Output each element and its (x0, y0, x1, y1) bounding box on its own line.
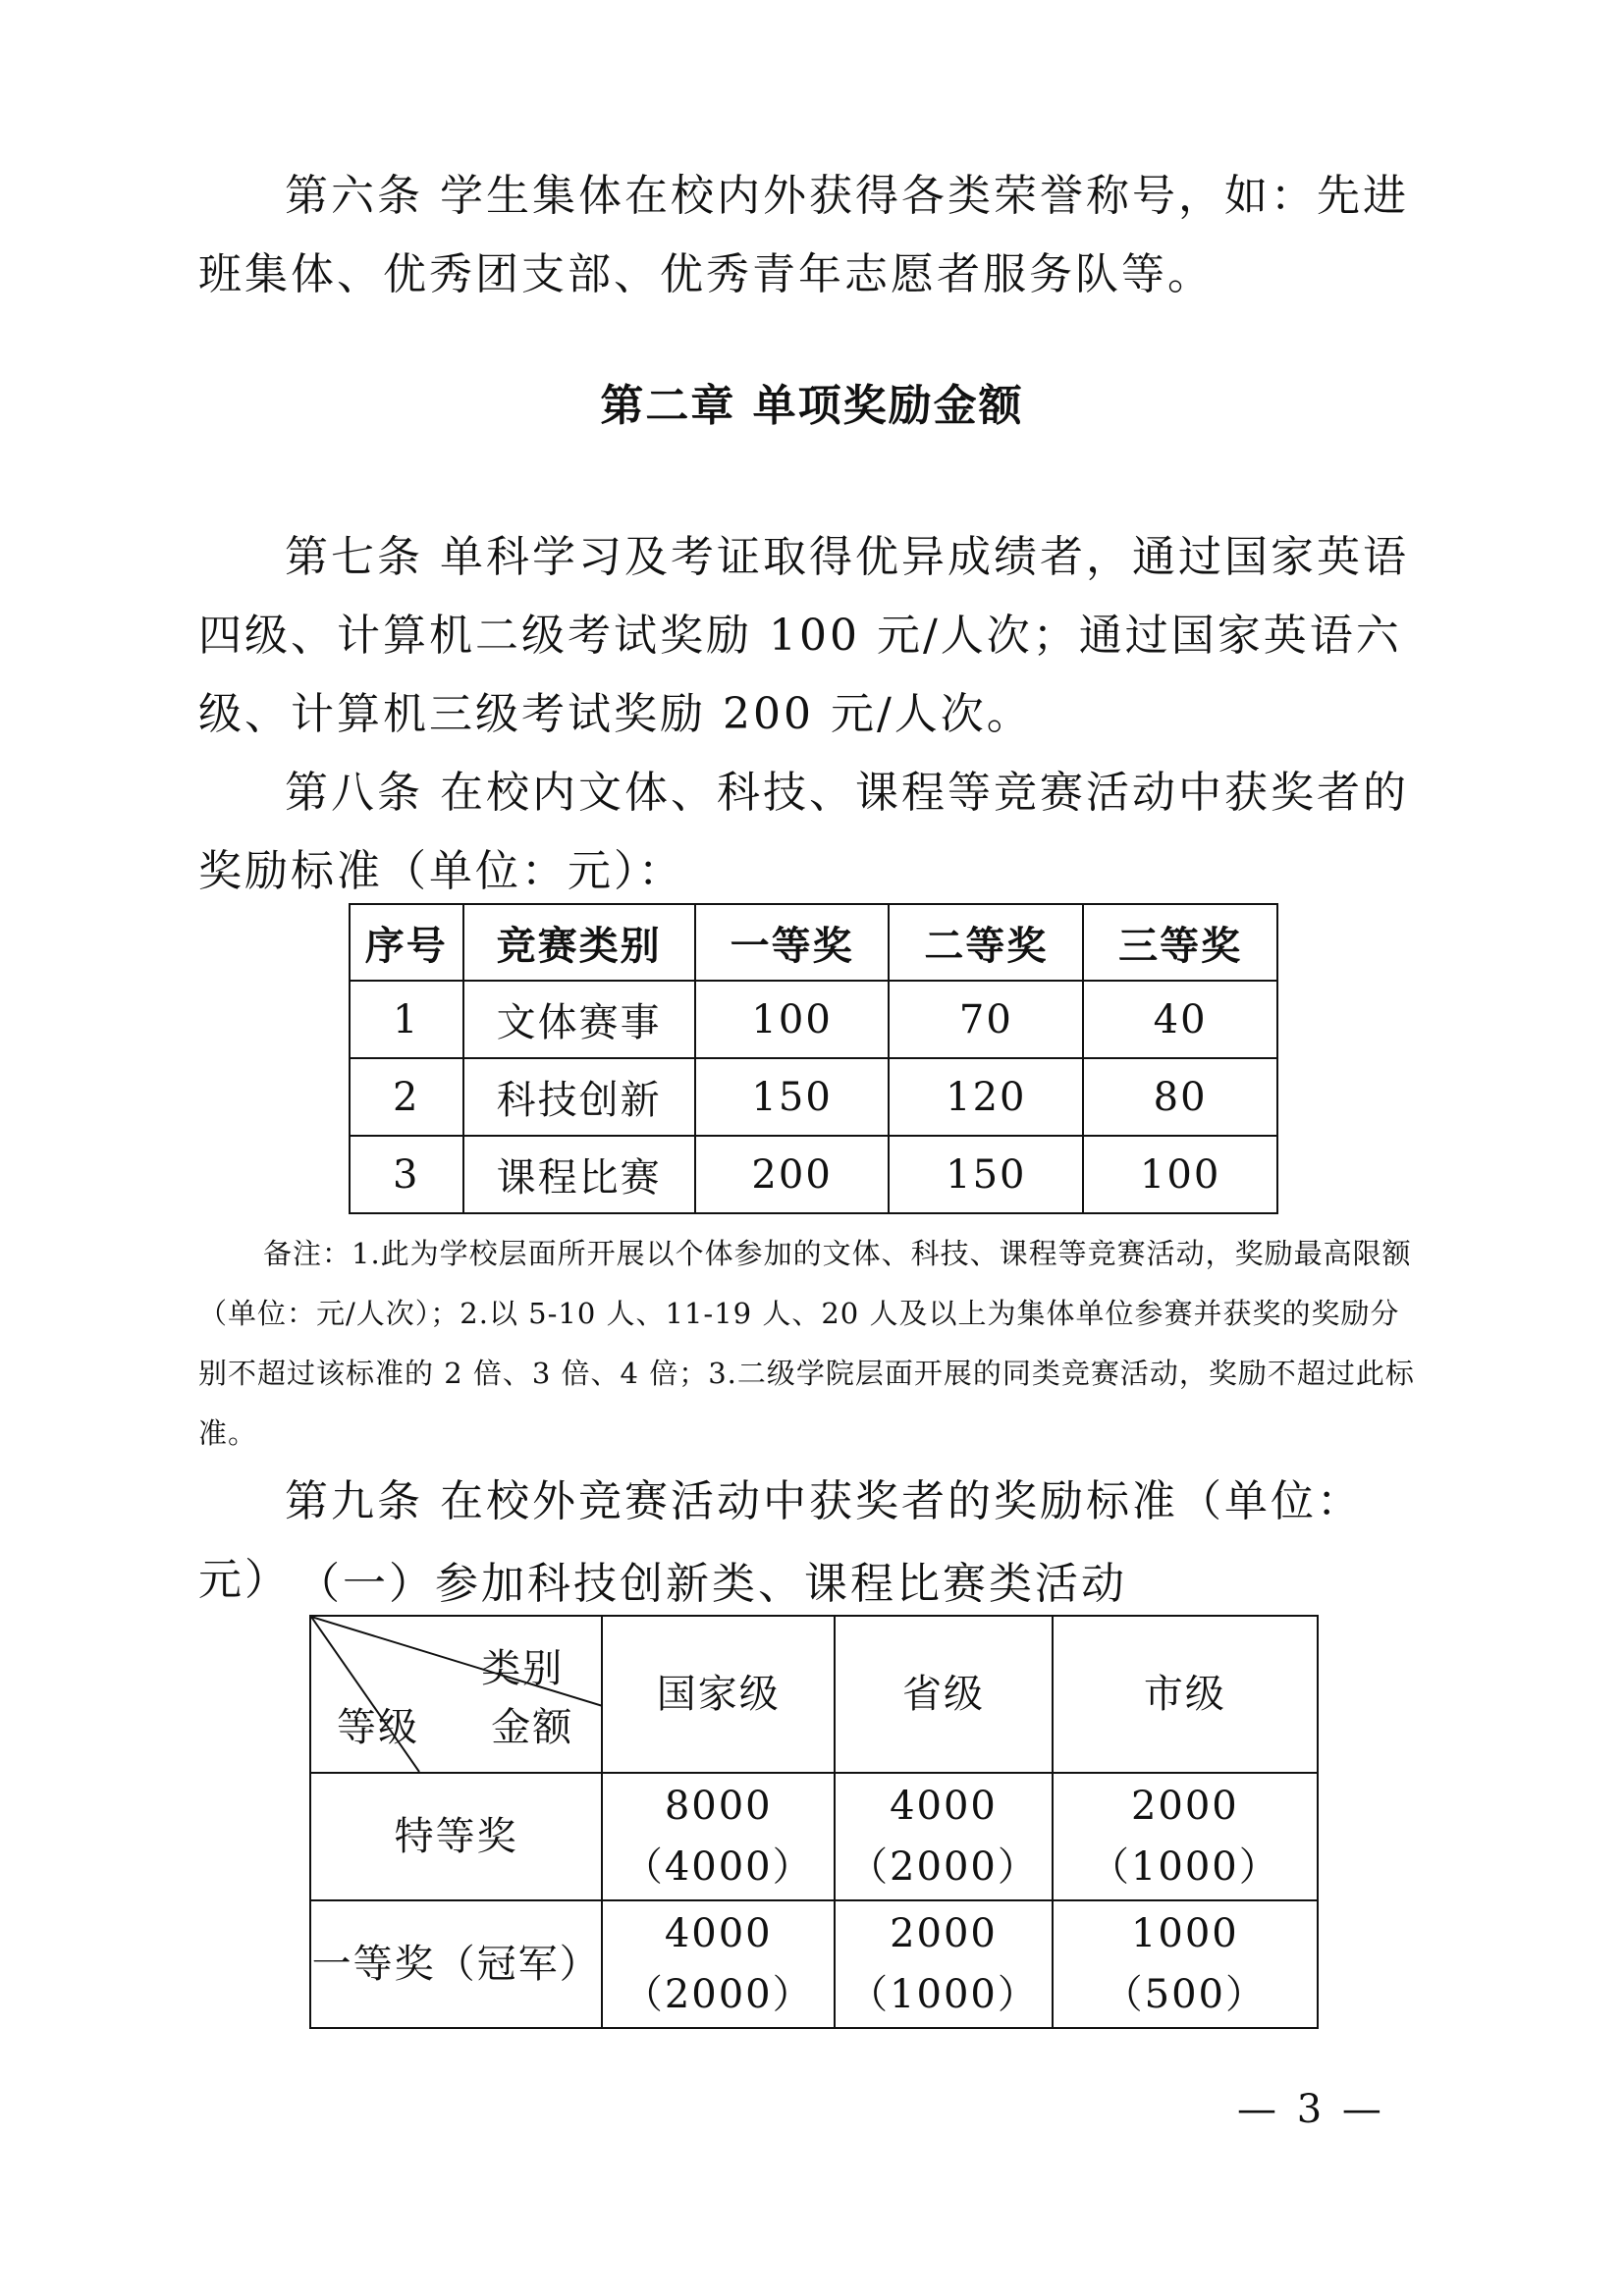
amount-sub: （2000） (623, 1972, 814, 2017)
table-cell: 150 (695, 1058, 890, 1136)
table-row (350, 1136, 1277, 1213)
article-9: 第九条 在校外竞赛活动中获奖者的奖励标准（单位：元） (198, 1476, 1363, 1605)
article-8: 第八条 在校内文体、科技、课程等竞赛活动中获奖者的奖励标准（单位：元）： (198, 768, 1409, 896)
corner-amount-label: 金额 (491, 1705, 574, 1750)
table-cell (835, 1900, 1052, 2028)
corner-grade-label: 等级 (337, 1705, 419, 1750)
table-cell (835, 1773, 1052, 1900)
table-note: 备注：1.此为学校层面所开展以个体参加的文体、科技、课程等竞赛活动，奖励最高限额（单位：元/人次）；2.以 5-10 人、11-19 人、20 人及以上为集体单位参赛并获奖的奖励分别不超过该标准的 2 倍、3 倍、4 倍；3.二级学院层面开展的同类竞赛活动，奖励不超过此标准。 (198, 1237, 1415, 1450)
amount-sub: （1000） (1089, 1844, 1280, 1890)
amount-sub: （500） (1103, 1972, 1268, 2017)
article-7: 第七条 单科学习及考证取得优异成绩者，通过国家英语四级、计算机二级考试奖励 100 元/人次；通过国家英语六级、计算机三级考试奖励 200 元/人次。 (198, 532, 1409, 739)
section-1-title: （一）参加科技创新类、课程比赛类活动 (297, 1559, 1127, 1609)
amount-sub: （4000） (623, 1844, 814, 1890)
table-cell: 100 (1083, 1136, 1277, 1213)
row-label-special-prize: 特等奖 (310, 1773, 602, 1900)
row-label-first-prize: 一等奖（冠军） (310, 1900, 602, 2028)
table-cell (602, 1773, 835, 1900)
amount-main: 8000 (664, 1784, 773, 1829)
diagonal-header-cell (310, 1616, 602, 1773)
amount-main: 4000 (664, 1911, 773, 1956)
column-provincial: 省级 (835, 1616, 1052, 1773)
table-row (310, 1900, 1318, 2028)
article-6: 第六条 学生集体在校内外获得各类荣誉称号，如：先进班集体、优秀团支部、优秀青年志愿者服务队等。 (198, 171, 1409, 299)
table-cell: 文体赛事 (463, 981, 695, 1058)
table-row (310, 1773, 1318, 1900)
corner-category-label: 类别 (481, 1646, 565, 1691)
table-cell: 100 (695, 981, 890, 1058)
amount-main: 2000 (1130, 1784, 1239, 1829)
table-row (350, 981, 1277, 1058)
table-header-row (350, 904, 1277, 981)
header-first-prize: 一等奖 (695, 904, 890, 981)
table-row (350, 1058, 1277, 1136)
table-cell: 70 (889, 981, 1083, 1058)
column-municipal: 市级 (1053, 1616, 1318, 1773)
table-cell (602, 1900, 835, 2028)
offcampus-award-table (309, 1615, 1319, 2029)
header-category: 竞赛类别 (463, 904, 695, 981)
amount-main: 4000 (890, 1784, 998, 1829)
table-cell: 1 (350, 981, 463, 1058)
header-second-prize: 二等奖 (889, 904, 1083, 981)
table-cell: 150 (889, 1136, 1083, 1213)
table-cell: 80 (1083, 1058, 1277, 1136)
table-header-row (310, 1616, 1318, 1773)
campus-award-table (349, 903, 1278, 1214)
amount-sub: （2000） (848, 1844, 1039, 1890)
table-cell: 2 (350, 1058, 463, 1136)
table-cell: 3 (350, 1136, 463, 1213)
table-cell: 科技创新 (463, 1058, 695, 1136)
table-cell: 课程比赛 (463, 1136, 695, 1213)
page-number: — 3 — (1237, 2087, 1385, 2132)
table-cell (1053, 1773, 1318, 1900)
amount-main: 2000 (890, 1911, 998, 1956)
table-cell: 200 (695, 1136, 890, 1213)
amount-sub: （1000） (848, 1972, 1039, 2017)
header-third-prize: 三等奖 (1083, 904, 1277, 981)
chapter-title: 第二章 单项奖励金额 (600, 381, 1024, 431)
header-index: 序号 (350, 904, 463, 981)
column-national: 国家级 (602, 1616, 835, 1773)
table-cell: 120 (889, 1058, 1083, 1136)
table-cell: 40 (1083, 981, 1277, 1058)
table-cell (1053, 1900, 1318, 2028)
amount-main: 1000 (1130, 1911, 1239, 1956)
